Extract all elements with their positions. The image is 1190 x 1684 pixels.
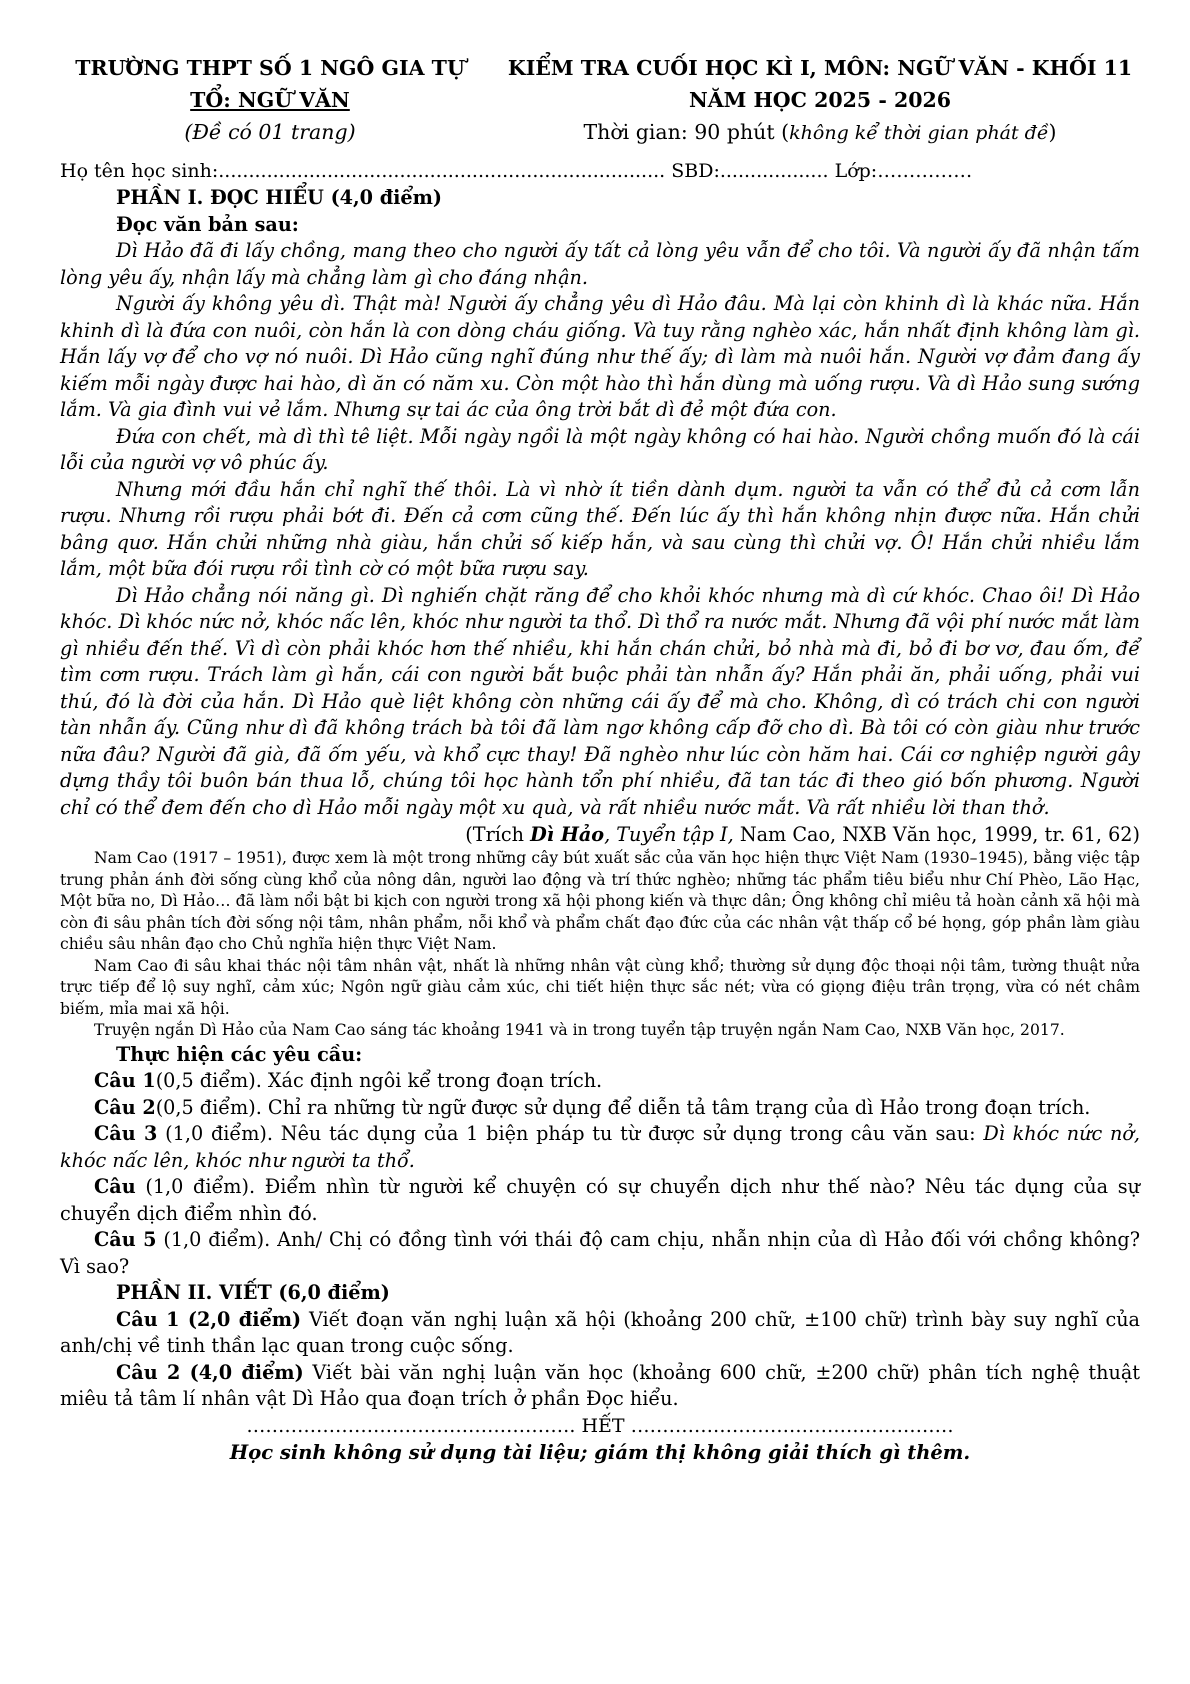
question-text: (0,5 điểm). Xác định ngôi kể trong đoạn trích.	[155, 1069, 603, 1092]
question-text: Viết bài văn nghị luận văn học (khoảng 600 chữ, ±200 chữ) phân tích nghệ thuật miêu tả tâm lí nhân vật Dì Hảo qua đoạn trích ở phần Đọc hiểu.	[60, 1360, 1140, 1410]
department-name: TỔ: NGỮ VĂN	[190, 88, 350, 112]
exam-info-block	[500, 52, 1140, 149]
end-marker: ……………………………………………. HẾT ……………………………………………	[246, 1414, 954, 1437]
author-note: Nam Cao đi sâu khai thác nội tâm nhân vật, nhất là những nhân vật cùng khổ; thường sử dụng độc thoại nội tâm, tường thuật nửa trực tiếp để lộ suy nghĩ, cảm xúc; Ngôn ngữ giàu cảm xúc, chi tiết hiện thực sắc nét; vừa có giọng điệu trân trọng, vừa có nét châm biếm, mỉa mai xã hội.	[60, 956, 1140, 1018]
question-label: Câu 3	[94, 1122, 158, 1145]
question-4	[60, 1174, 1140, 1227]
student-info-line: Họ tên học sinh:.......................................................................... SBD:.................. Lớp:……………	[60, 160, 973, 182]
exam-title: KIỂM TRA CUỐI HỌC KÌ I, MÔN: NGỮ VĂN - KHỐI 11	[507, 56, 1133, 80]
question-text: (0,5 điểm). Chỉ ra những từ ngữ được sử dụng để diễn tả tâm trạng của dì Hảo trong đoạn trích.	[155, 1095, 1091, 1119]
question-text: (1,0 điểm). Điểm nhìn từ người kể chuyện có sự chuyển dịch như thế nào? Nêu tác dụng của sự chuyển dịch điểm nhìn đó.	[60, 1175, 1140, 1225]
question-text: (1,0 điểm). Anh/ Chị có đồng tình với thái độ cam chịu, nhẫn nhịn của dì Hảo đối với chồng không? Vì sao?	[60, 1228, 1141, 1278]
passage-paragraph: Nhưng mới đầu hắn chỉ nghĩ thế thôi. Là vì nhờ ít tiền dành dụm. người ta vẫn có thể đủ cả cơm lẫn rượu. Nhưng rồi rượu phải bớt đi. Đến cả cơm cũng thế. Đến lúc ấy thì hắn không nhịn được nữa. Hắn chửi bâng quơ. Hắn chửi những nhà giàu, hắn chửi số kiếp hắn, và sau cùng thì chửi vợ. Ô! Hắn chửi nhiều lắm lắm, một bữa đói rượu rồi tình cờ có một bữa rượu say.	[60, 477, 1140, 580]
page-count-note: (Đề có 01 trang)	[184, 120, 356, 144]
time-label: Thời gian: 90 phút (	[583, 120, 790, 144]
question-2	[60, 1095, 1140, 1122]
question-label: Câu 1	[94, 1069, 156, 1092]
passage-paragraph: Dì Hảo đã đi lấy chồng, mang theo cho người ấy tất cả lòng yêu vẫn để cho tôi. Và người ấy đã nhận tấm lòng yêu ấy, nhận lấy mà chẳng làm gì cho đáng nhận.	[60, 239, 1140, 289]
passage-paragraph: Dì Hảo chẳng nói năng gì. Dì nghiến chặt răng để cho khỏi khóc nhưng mà dì cứ khóc. Chao ôi! Dì Hảo khóc. Dì khóc nức nở, khóc nấc lên, khóc như người ta thổ. Dì thổ ra nước mắt. Nhưng đã vội phí nước mắt làm gì nhiều đến thế. Vì dì còn phải khóc hơn thế nhiều, khi hắn chán chửi, bỏ nhà mà đi, bỏ đi bơ vơ, đau ốm, để tìm cơm rượu. Trách làm gì hắn, cái con người bắt buộc phải tàn nhẫn ấy? Hắn phải ăn, phải uống, phải vui thú, đó là đời của hắn. Dì Hảo què liệt không còn những cái ấy để mà cho. Không, dì có trách chi con người tàn nhẫn ấy. Cũng như dì đã không trách bà tôi đã làm ngơ không cấp đỡ cho dì. Bà tôi có còn giàu như trước nữa đâu? Người đã già, đã ốm yếu, và khổ cực thay! Đã nghèo như lúc còn hăm hai. Cái cơ nghiệp người gây dựng thầy tôi buôn bán thua lỗ, chúng tôi học hành tổn phí nhiều, đã tan tác đi theo gió bốn phương. Người chỉ có thể đem đến cho dì Hảo mỗi ngày một xu quà, và rất nhiều nước mắt. Và rất nhiều lời than thở.	[60, 583, 1140, 819]
part1-title: PHẦN I. ĐỌC HIỂU (4,0 điểm)	[116, 186, 443, 209]
question-label: Câu 1 (2,0 điểm)	[116, 1307, 302, 1331]
source-collection: , Tuyển tập I,	[604, 823, 734, 846]
passage-source	[60, 821, 1140, 848]
task-label: Thực hiện các yêu cầu:	[116, 1042, 363, 1066]
footer-note: Học sinh không sử dụng tài liệu; giám thị không giải thích gì thêm.	[229, 1440, 971, 1464]
question-label: Câu	[94, 1175, 136, 1198]
exam-time	[500, 116, 1140, 149]
exam-header	[60, 52, 1140, 149]
writing-question-2	[60, 1360, 1140, 1413]
author-note: Nam Cao (1917 – 1951), được xem là một trong những cây bút xuất sắc của văn học hiện thực Việt Nam (1930–1945), bằng việc tập trung phản ánh đời sống cùng khổ của nông dân, người lao động và trí thức nghèo; những tác phẩm tiêu biểu như Chí Phèo, Lão Hạc, Một bữa no, Dì Hảo… đã làm nổi bật bi kịch con người trong xã hội phong kiến và thực dân; Ông không chỉ miêu tả hoàn cảnh xã hội mà còn đi sâu phân tích đời sống nội tâm, nhân phẩm, nỗi khổ và phẩm chất đạo đức của các nhân vật thấp cổ bé họng, góp phần làm giàu chiều sâu nhân đạo cho Chủ nghĩa hiện thực Việt Nam.	[60, 849, 1140, 953]
school-year: NĂM HỌC 2025 - 2026	[688, 88, 952, 112]
school-block	[60, 52, 480, 149]
passage-paragraph: Người ấy không yêu dì. Thật mà! Người ấy chẳng yêu dì Hảo đâu. Mà lại còn khinh dì là khác nữa. Hắn khinh dì là đứa con nuôi, còn hắn là con dòng cháu giống. Và tuy rằng nghèo xác, hắn nhất định không làm gì. Hắn lấy vợ để cho vợ nó nuôi. Dì Hảo cũng nghĩ đúng như thế ấy; dì làm mà nuôi hắn. Người vợ đảm đang ấy kiếm mỗi ngày được hai hào, dì ăn có năm xu. Còn một hào thì hắn dùng mà uống rượu. Và dì Hảo sung sướng lắm. Và gia đình vui vẻ lắm. Nhưng sự tai ác của ông trời bắt dì đẻ một đứa con.	[60, 292, 1140, 421]
source-open: (Trích	[465, 823, 531, 846]
writing-question-1	[60, 1307, 1140, 1360]
passage-paragraph: Đứa con chết, mà dì thì tê liệt. Mỗi ngày ngồi là một ngày không có hai hào. Người chồng muốn đó là cái lỗi của người vợ vô phúc ấy.	[60, 424, 1140, 474]
question-1	[60, 1068, 1140, 1095]
part2-title: PHẦN II. VIẾT (6,0 điểm)	[116, 1281, 390, 1304]
question-5	[60, 1227, 1140, 1280]
time-note: không kể thời gian phát đề	[789, 122, 1049, 144]
read-label: Đọc văn bản sau:	[116, 212, 299, 236]
question-label: Câu 5	[94, 1228, 157, 1251]
question-text: (1,0 điểm). Nêu tác dụng của 1 biện pháp tu từ được sử dụng trong câu văn sau:	[157, 1122, 984, 1145]
author-note: Truyện ngắn Dì Hảo của Nam Cao sáng tác khoảng 1941 và in trong tuyển tập truyện ngắn Nam Cao, NXB Văn học, 2017.	[94, 1021, 1065, 1039]
question-label: Câu 2 (4,0 điểm)	[116, 1360, 304, 1384]
question-label: Câu 2	[94, 1095, 156, 1119]
exam-page	[60, 52, 1140, 1467]
source-rest: Nam Cao, NXB Văn học, 1999, tr. 61, 62)	[733, 823, 1140, 846]
school-name: TRƯỜNG THPT SỐ 1 NGÔ GIA TỰ	[75, 56, 465, 80]
question-quote: Dì khóc nức nở, khóc nấc lên, khóc như người ta thổ.	[60, 1122, 1141, 1172]
source-work: Dì Hảo	[530, 823, 605, 846]
question-text: Viết đoạn văn nghị luận xã hội (khoảng 200 chữ, ±100 chữ) trình bày suy nghĩ của anh/chị về tinh thần lạc quan trong cuộc sống.	[60, 1307, 1140, 1357]
question-3	[60, 1121, 1140, 1174]
time-close: )	[1048, 120, 1057, 144]
